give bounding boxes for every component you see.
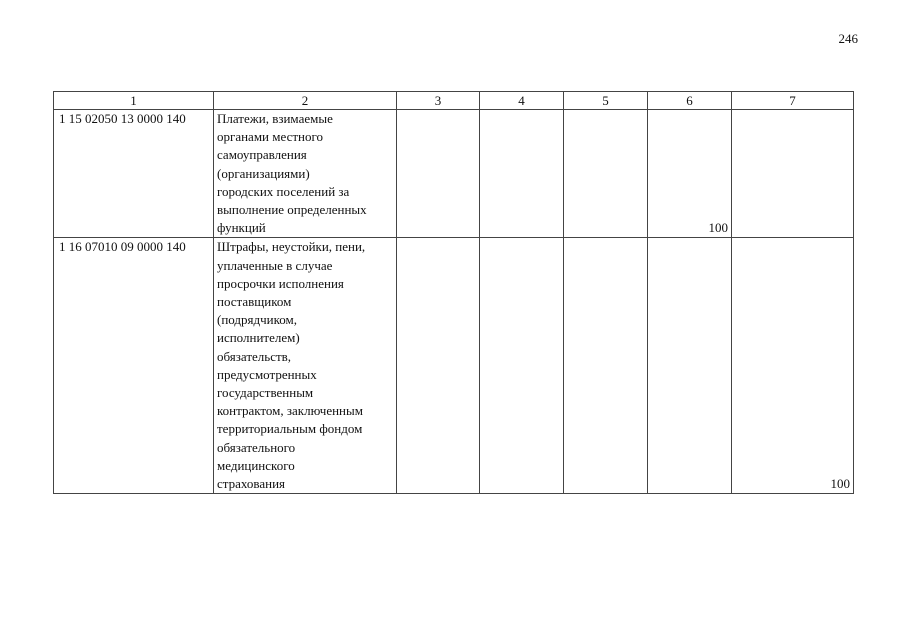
value-cell-col5 — [564, 110, 648, 238]
column-header-1: 1 — [54, 92, 214, 110]
value-cell-col7: 100 — [732, 238, 854, 494]
column-header-5: 5 — [564, 92, 648, 110]
value-cell-col7 — [732, 110, 854, 238]
value-cell-col4 — [480, 238, 564, 494]
revenue-name-cell: Платежи, взимаемые органами местного самоуправления (организациями) городских поселений за выполнение определенных функций — [214, 110, 397, 238]
column-header-6: 6 — [648, 92, 732, 110]
value-cell-col5 — [564, 238, 648, 494]
column-header-2: 2 — [214, 92, 397, 110]
column-header-3: 3 — [397, 92, 480, 110]
budget-code-cell: 1 15 02050 13 0000 140 — [54, 110, 214, 238]
revenue-name-cell: Штрафы, неустойки, пени, уплаченные в случае просрочки исполнения поставщиком (подрядчиком, исполнителем) обязательств, предусмотренных государственным контрактом, заключенным территориальным фондом обязательного медицинского страхования — [214, 238, 397, 494]
value-cell-col3 — [397, 238, 480, 494]
table-header-row — [54, 92, 854, 110]
budget-code-cell: 1 16 07010 09 0000 140 — [54, 238, 214, 494]
value-cell-col4 — [480, 110, 564, 238]
table-row — [54, 238, 854, 494]
budget-codes-table — [53, 91, 854, 494]
value-cell-col3 — [397, 110, 480, 238]
page-number: 246 — [838, 31, 858, 46]
table-row — [54, 110, 854, 238]
value-cell-col6 — [648, 238, 732, 494]
column-header-4: 4 — [480, 92, 564, 110]
value-cell-col6: 100 — [648, 110, 732, 238]
column-header-7: 7 — [732, 92, 854, 110]
